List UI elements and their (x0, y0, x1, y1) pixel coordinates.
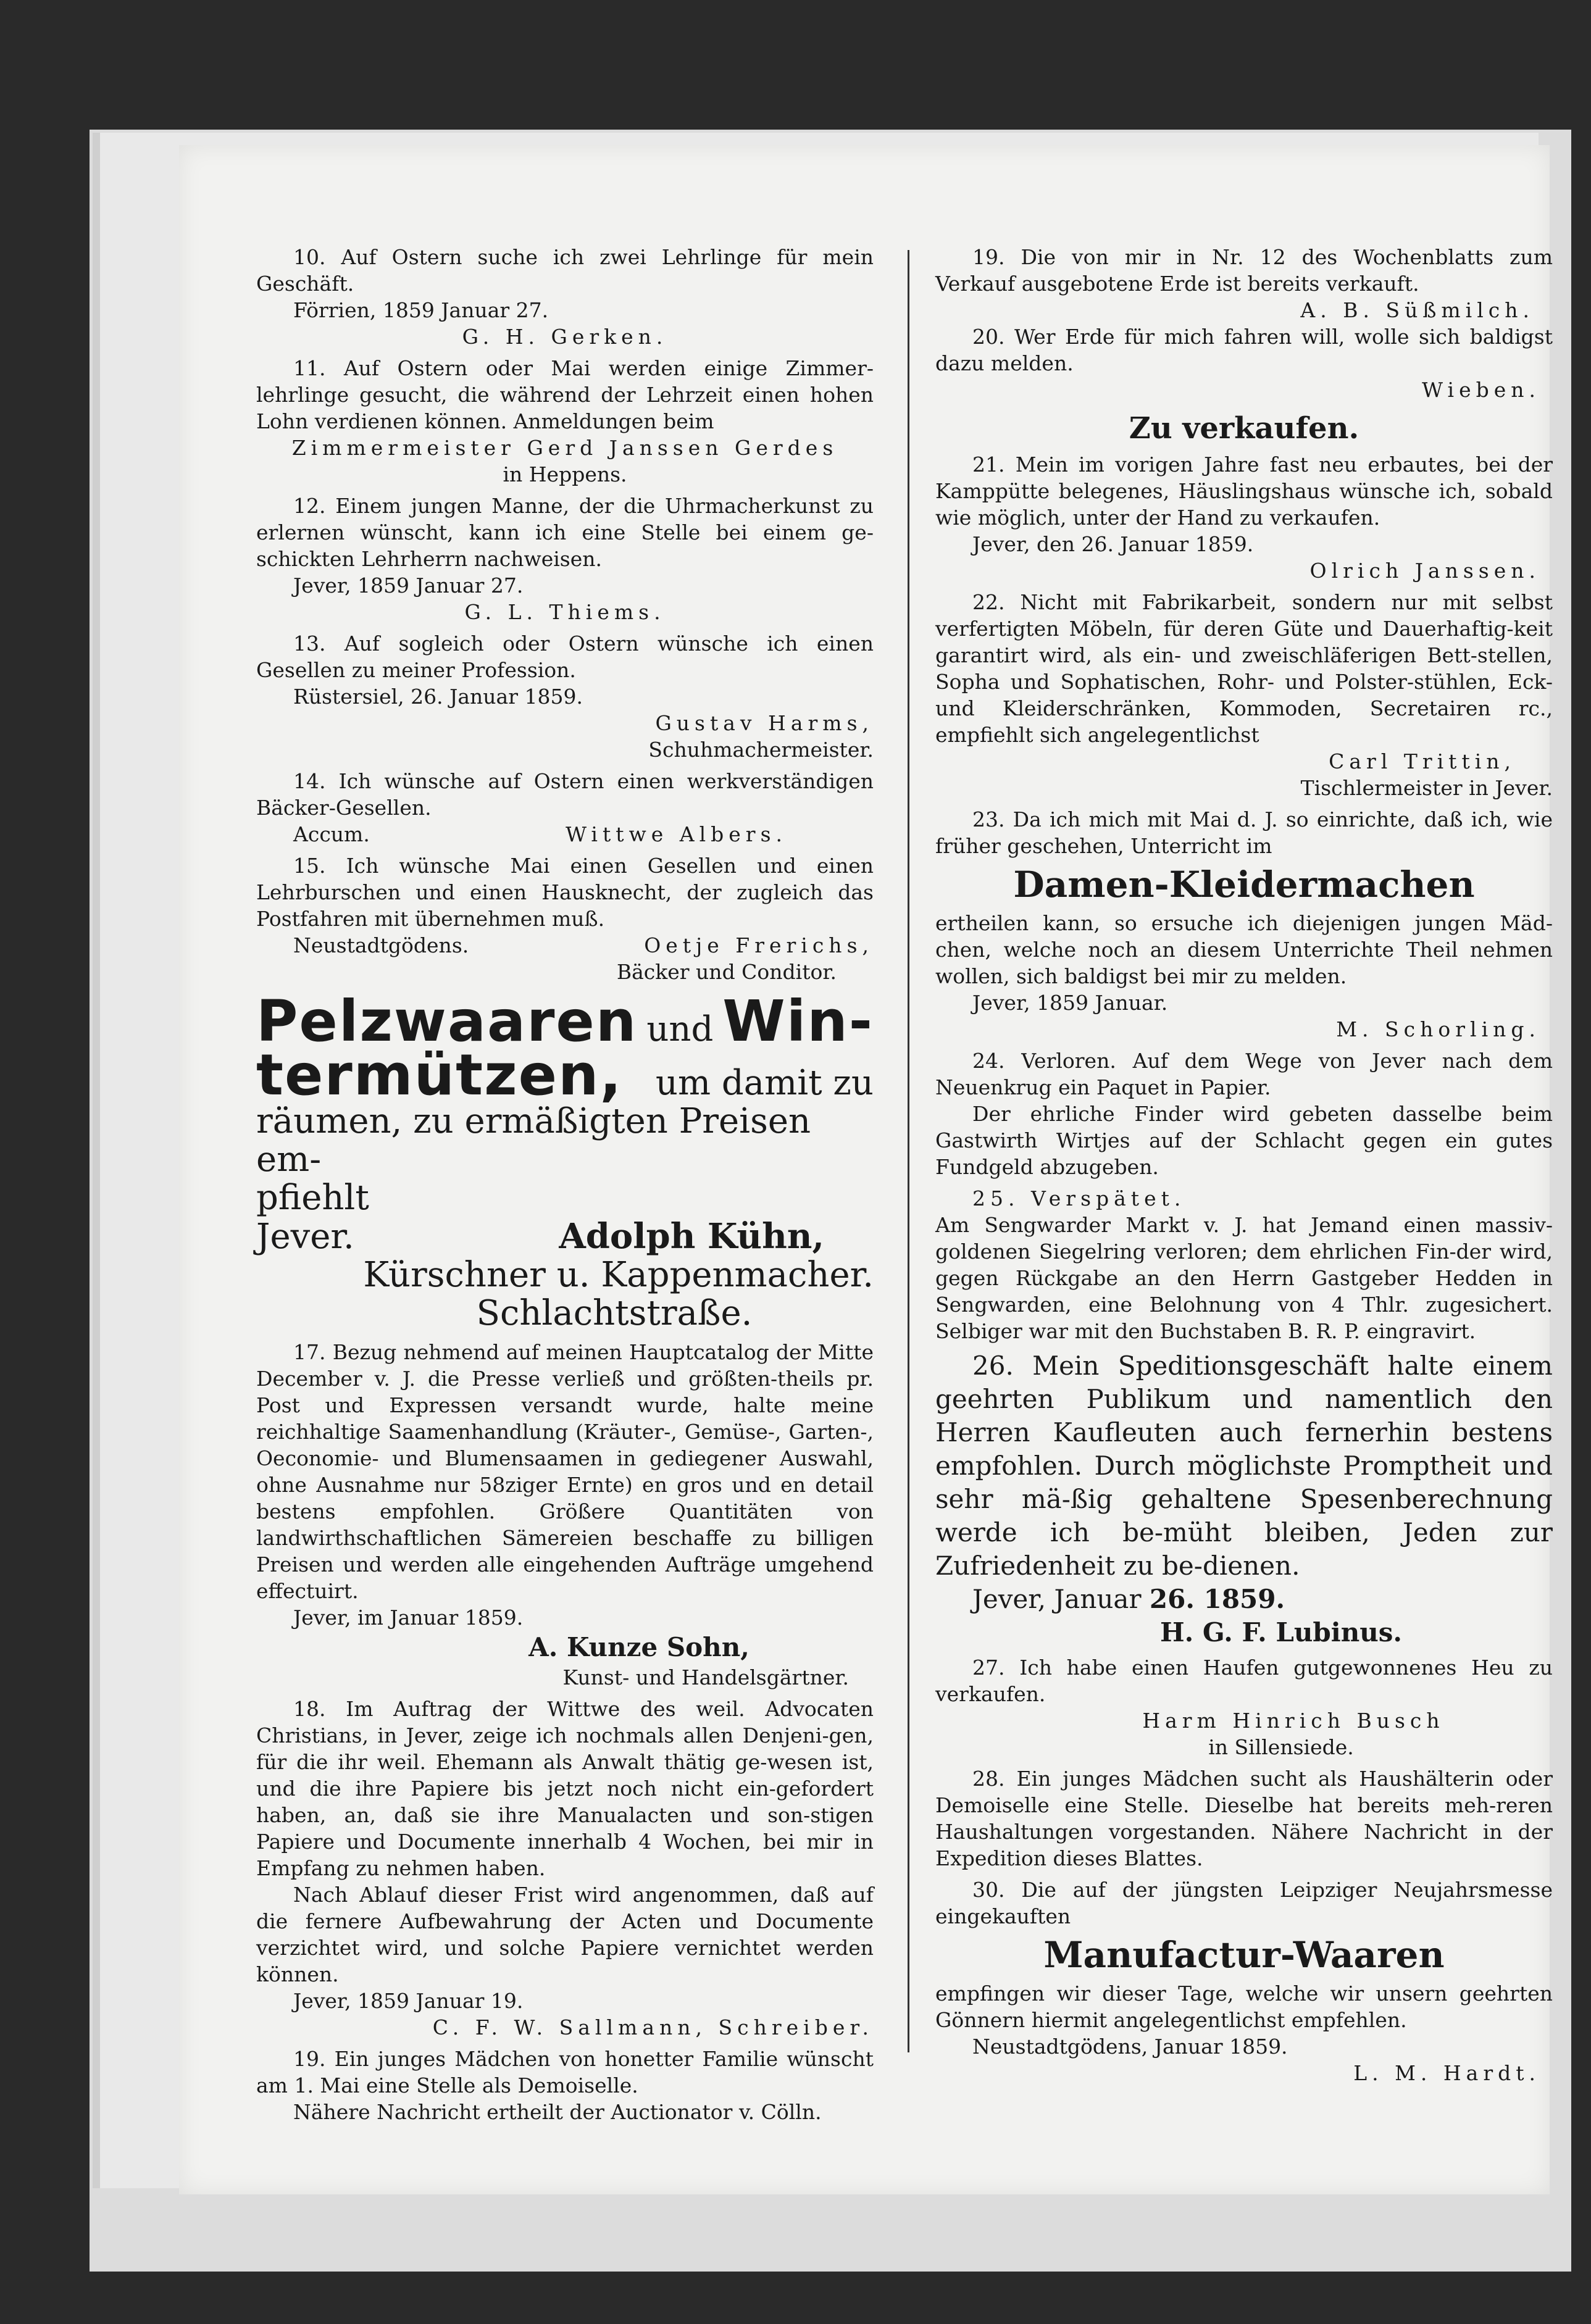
ad-16-signature: Adolph Kühn, (559, 1216, 824, 1257)
ad-14-footer (256, 821, 874, 848)
ad-24-text-2: Der ehrliche Finder wird gebeten dasselbe beim Gastwirth Wirtjes auf der Schlacht gegen ein gutes Fundgeld abzugeben. (935, 1102, 1553, 1179)
ad-30-signature: L. M. Hardt. (1353, 2061, 1540, 2085)
ad-16-word-termuetzen: termützen, (256, 1042, 623, 1108)
ad-16-place: Jever. (256, 1217, 354, 1257)
ad-25-heading: 25. Verspätet. (972, 1186, 1186, 1210)
ad-26-text: 26. Mein Speditionsgeschäft halte einem geehrten Publikum und namentlich den Herren Kaufleuten auch fernerhin bestens empfohlen. Durch möglichste Promptheit und sehr mä-ßig gehaltene Spesenberechnung werde ich be-müht bleiben, Jeden zur Zufriedenheit zu be-dienen. (935, 1351, 1553, 1581)
ad-17-occupation: Kunst- und Handelsgärtner. (562, 1665, 849, 1689)
ad-17-text: 17. Bezug nehmend auf meinen Hauptcatalog der Mitte December v. J. die Presse verließ und größten-theils pr. Post und Expressen versandt wurde, halte meine reichhaltige Saamenhandlung (Kräuter-, Gemüse-, Garten-, Oeconomie- und Blumensaamen in gediegener Auswahl, ohne Ausnahme nur 58ziger Ernte) en gros und en detail bestens empfohlen. Größere Quantitäten von landwirthschaftlichen Sämereien beschaffe zu billigen Preisen und werden alle eingehenden Aufträge umgehend effectuirt. (256, 1340, 874, 1603)
ad-20-text: 20. Wer Erde für mich fahren will, wolle sich baldigst dazu melden. (935, 325, 1553, 375)
ad-23-display: Damen-Kleidermachen (1013, 864, 1475, 906)
ad-23-place: Jever, 1859 Januar. (972, 991, 1168, 1015)
ad-10-text: 10. Auf Ostern suche ich zwei Lehrlinge für mein Geschäft. (256, 245, 874, 296)
ad-26-signature: H. G. F. Lubinus. (1159, 1617, 1403, 1647)
ad-19-text: 19. Ein junges Mädchen von honetter Familie wünscht am 1. Mai eine Stelle als Demoiselle. (256, 2047, 874, 2097)
ad-11-text: 11. Auf Ostern oder Mai werden einige Zimmer-lehrlinge gesucht, die während der Lehrzeit einen hohen Lohn verdienen können. Anmeldungen beim (256, 356, 874, 433)
ad-21-place: Jever, den 26. Januar 1859. (972, 532, 1254, 556)
ad-18-signature: C. F. W. Sallmann, Schreiber. (432, 2015, 874, 2039)
ad-10-place: Förrien, 1859 Januar 27. (293, 298, 549, 322)
left-column (256, 244, 874, 2125)
ad-30-text-2: empfingen wir dieser Tage, welche wir unsern geehrten Gönnern hiermit angelegentlichst empfehlen. (935, 1981, 1553, 2032)
ad-12-signature: G. L. Thiems. (464, 600, 666, 624)
ad-11-signature: Zimmermeister Gerd Janssen Gerdes (291, 436, 838, 460)
ad-r19-signature: A. B. Süßmilch. (1300, 298, 1534, 322)
ad-21-signature: Olrich Janssen. (1309, 559, 1540, 583)
ad-12-text: 12. Einem jungen Manne, der die Uhrmacherkunst zu erlernen wünscht, kann ich eine Stelle bei einem ge-schickten Lehrherrn nachweisen. (256, 494, 874, 571)
ad-13-signature: Gustav Harms, (655, 711, 874, 735)
ad-25-text: Am Sengwarder Markt v. J. hat Jemand einen massiv-goldenen Siegelring verloren; dem ehrlichen Fin-der wird, gegen Rückgabe an den Herrn Gastgeber Hedden in Sengwarden, eine Belohnung von 4 Thlr. zugesichert. Selbiger war mit den Buchstaben B. R. P. eingravirt. (935, 1213, 1553, 1343)
ad-16-line-2 (256, 1042, 874, 1108)
ad-23-text: 23. Da ich mich mit Mai d. J. so einrichte, daß ich, wie früher geschehen, Unterricht im (935, 807, 1553, 858)
ad-18-text-2: Nach Ablauf dieser Frist wird angenommen, daß auf die fernere Aufbewahrung der Acten und Documente verzichtet wird, und solche Papiere vernichtet werden können. (256, 1883, 874, 1986)
ad-26-place (935, 1583, 1553, 1616)
ad-r19-text: 19. Die von mir in Nr. 12 des Wochenblatts zum Verkauf ausgebotene Erde ist bereits verkauft. (935, 245, 1553, 296)
ad-30-text: 30. Die auf der jüngsten Leipziger Neujahrsmesse eingekauften (935, 1878, 1553, 1928)
ad-16-block (256, 988, 874, 1333)
section-heading-zu-verkaufen: Zu verkaufen. (1129, 411, 1359, 446)
ad-15-signature: Oetje Frerichs, (644, 933, 874, 957)
column-divider (908, 250, 909, 2052)
ad-10-signature: G. H. Gerken. (462, 325, 668, 349)
ad-18-text: 18. Im Auftrag der Wittwe des weil. Advocaten Christians, in Jever, zeige ich nochmals allen Denjeni-gen, für die ihr weil. Ehemann als Anwalt thätig ge-wesen ist, und die ihre Papiere bis jetzt noch nicht ein-gefordert haben, an, daß sie ihre Manualacten und son-stigen Papiere und Documente innerhalb 4 Wochen, bei mir in Empfang zu nehmen haben. (256, 1697, 874, 1880)
ad-21-text: 21. Mein im vorigen Jahre fast neu erbautes, bei der Kamppütte belegenes, Häuslingshaus wünsche ich, sobald wie möglich, unter der Hand zu verkaufen. (935, 452, 1553, 530)
right-column (935, 244, 1553, 2086)
ad-16-word-und: und (646, 1009, 714, 1049)
ad-11-location: in Heppens. (503, 462, 627, 486)
ad-23-text-2: ertheilen kann, so ersuche ich diejenigen jungen Mäd-chen, welche noch an diesem Unterrichte Theil nehmen wollen, sich baldigst bei mir zu melden. (935, 911, 1553, 988)
ad-22-signature: Carl Trittin, (1329, 749, 1516, 773)
ad-16-street: Schlachtstraße. (476, 1293, 753, 1333)
ad-28-text: 28. Ein junges Mädchen sucht als Haushälterin oder Demoiselle eine Stelle. Dieselbe hat bereits meh-reren Haushaltungen vorgestanden. Nähere Nachricht in der Expedition dieses Blattes. (935, 1767, 1553, 1870)
ad-16-sig-row (256, 1217, 874, 1256)
ad-13-occupation: Schuhmachermeister. (648, 738, 874, 762)
ad-17-place: Jever, im Januar 1859. (293, 1606, 524, 1630)
ad-16-um-damit: um damit zu (655, 1063, 874, 1103)
ad-14-text: 14. Ich wünsche auf Ostern einen werkverständigen Bäcker-Gesellen. (256, 769, 874, 820)
ad-16-word-win: Win- (722, 988, 874, 1054)
ad-16-word-pelzwaaren: Pelzwaaren (256, 988, 638, 1054)
ad-30-display: Manufactur-Waaren (1043, 1934, 1445, 1976)
ad-12-place: Jever, 1859 Januar 27. (293, 573, 524, 598)
ad-20-signature: Wieben. (1422, 378, 1540, 402)
ad-16-occupation: Kürschner u. Kappenmacher. (363, 1255, 874, 1295)
ad-15-place: Neustadtgödens. (293, 933, 469, 957)
ad-27-text: 27. Ich habe einen Haufen gutgewonnenes Heu zu verkaufen. (935, 1656, 1553, 1706)
ad-16-line-3: räumen, zu ermäßigten Preisen em- (256, 1101, 811, 1180)
ad-14-place: Accum. (293, 822, 370, 846)
ad-15-text: 15. Ich wünsche Mai einen Gesellen und einen Lehrburschen und einen Hausknecht, der zugleich das Postfahren mit übernehmen muß. (256, 854, 874, 931)
ad-17-signature: A. Kunze Sohn, (528, 1632, 750, 1662)
newspaper-page (179, 145, 1553, 2194)
ad-27-location: in Sillensiede. (1208, 1735, 1354, 1759)
ad-30-place: Neustadtgödens, Januar 1859. (972, 2035, 1288, 2059)
ad-19-text-2: Nähere Nachricht ertheilt der Auctionator v. Cölln. (293, 2100, 822, 2124)
ad-22-occupation: Tischlermeister in Jever. (1300, 776, 1553, 800)
ad-15-footer (256, 932, 874, 959)
ad-16-line-1 (256, 988, 874, 1054)
ad-14-signature: Wittwe Albers. (566, 822, 787, 846)
ad-26-place-date: 26. 1859. (1149, 1584, 1285, 1614)
ad-18-place: Jever, 1859 Januar 19. (293, 1989, 524, 2013)
ad-23-signature: M. Schorling. (1336, 1017, 1540, 1041)
ad-16-line-4: pfiehlt (256, 1178, 369, 1218)
ad-15-occupation: Bäcker und Conditor. (616, 960, 837, 984)
ad-27-signature: Harm Hinrich Busch (1142, 1709, 1445, 1733)
ad-24-text: 24. Verloren. Auf dem Wege von Jever nach dem Neuenkrug ein Paquet in Papier. (935, 1049, 1553, 1099)
ad-26-place-text: Jever, Januar (972, 1584, 1142, 1614)
ad-13-place: Rüstersiel, 26. Januar 1859. (293, 685, 583, 709)
ad-13-text: 13. Auf sogleich oder Ostern wünsche ich einen Gesellen zu meiner Profession. (256, 631, 874, 682)
ad-22-text: 22. Nicht mit Fabrikarbeit, sondern nur mit selbst verfertigten Möbeln, für deren Güte und Dauerhaftig-keit garantirt wird, als ein- und zweischläferigen Bett-stellen, Sopha und Sophatischen, Rohr- und Polster-stühlen, Eck- und Kleiderschränken, Kommoden, Secretairen rc., empfiehlt sich angelegentlichst (935, 590, 1553, 747)
